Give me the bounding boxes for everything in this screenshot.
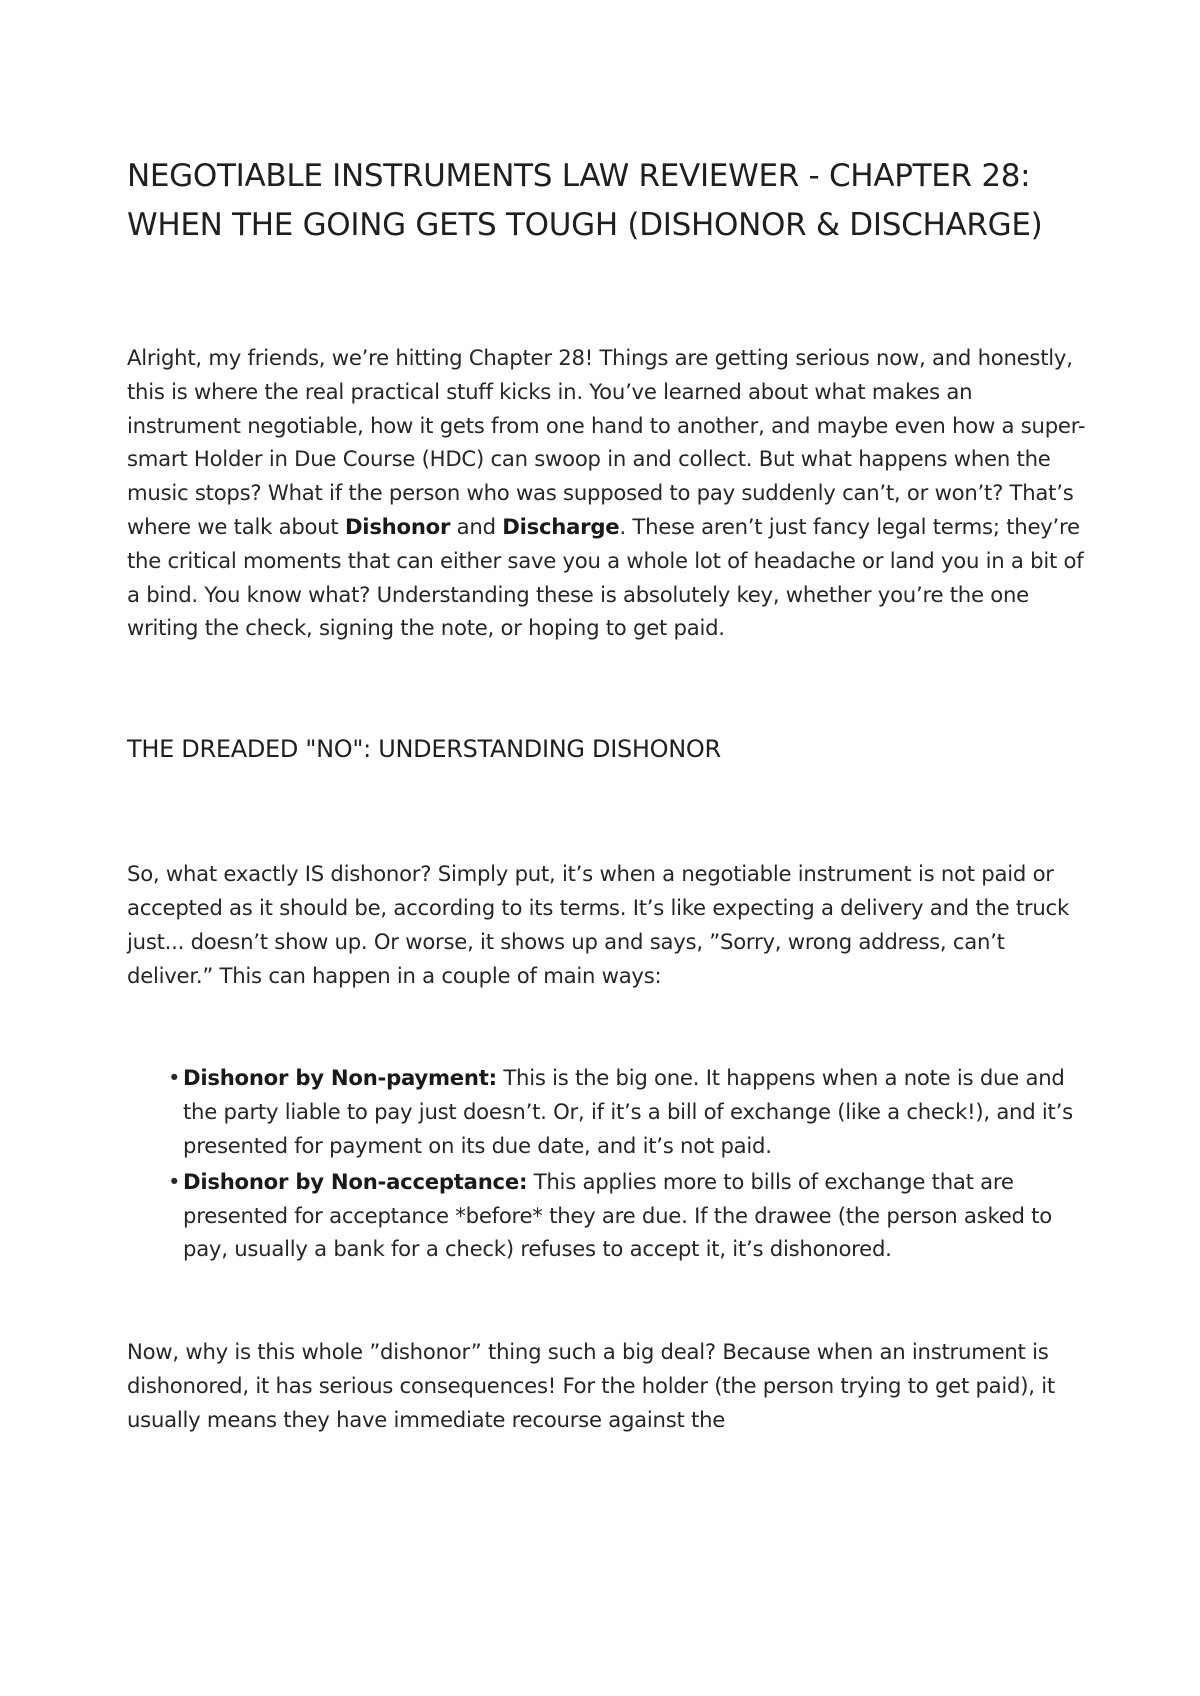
dishonor-definition-paragraph: So, what exactly IS dishonor? Simply put, it’s when a negotiable instrument is not paid or accepted as it should be, according to its terms. It’s like expecting a delivery and the truck just... doesn’t show up. Or worse, it shows up and says, ”Sorry, wrong address, can’t deliver.” This can happen in a couple of main ways: (127, 861, 1069, 988)
intro-text-1: Alright, my friends, we’re hitting Chapter 28! Things are getting serious now, and honestly, this is where the real practical stuff kicks in. You’ve learned about what makes an instrument negotiable, how it gets from one hand to another, and maybe even how a super-smart Holder in Due Course (HDC) can swoop in and collect. But what happens when the music stops? What if the person who was supposed to pay suddenly can’t, or won’t? That’s where we talk about (127, 345, 1086, 539)
dishonor-types-list (127, 1061, 1087, 1266)
list-item-text: This is the big one. It happens when a note is due and the party liable to pay just doesn’t. Or, if it’s a bill of exchange (like a check!), and it’s presented for payment on its due date, and it’s not paid. (183, 1065, 1073, 1158)
list-item-text: This applies more to bills of exchange that are presented for acceptance *before* they are due. If the drawee (the person asked to pay, usually a bank for a check) refuses to accept it, it’s dishonored. (183, 1168, 1052, 1262)
document-content (127, 152, 1087, 1437)
list-item-non-acceptance (168, 1165, 1087, 1266)
intro-text-3: . These aren’t just fancy legal terms; they’re the critical moments that can either save you a whole lot of headache or land you in a bit of a bind. You know what? Understanding these is absolutely key, whether you’re the one writing the check, signing the note, or hoping to get paid. (127, 513, 1084, 641)
consequences-paragraph: Now, why is this whole ”dishonor” thing such a big deal? Because when an instrument is dishonored, it has serious consequences! For the holder (the person trying to get paid), it usually means they have immediate recourse against the (127, 1339, 1055, 1432)
dishonor-term: Dishonor (344, 513, 451, 539)
discharge-term: Discharge (502, 513, 620, 539)
list-item-label: Dishonor by Non-payment: (183, 1065, 497, 1091)
intro-text-2: and (450, 513, 503, 539)
list-item-non-payment (168, 1061, 1087, 1162)
document-title: NEGOTIABLE INSTRUMENTS LAW REVIEWER - CHAPTER 28: WHEN THE GOING GETS TOUGH (DISHONOR & DISCHARGE) (127, 158, 1043, 243)
section-heading-dishonor: THE DREADED "NO": UNDERSTANDING DISHONOR (127, 735, 721, 764)
list-item-label: Dishonor by Non-acceptance: (183, 1168, 528, 1194)
intro-paragraph (127, 341, 1087, 645)
